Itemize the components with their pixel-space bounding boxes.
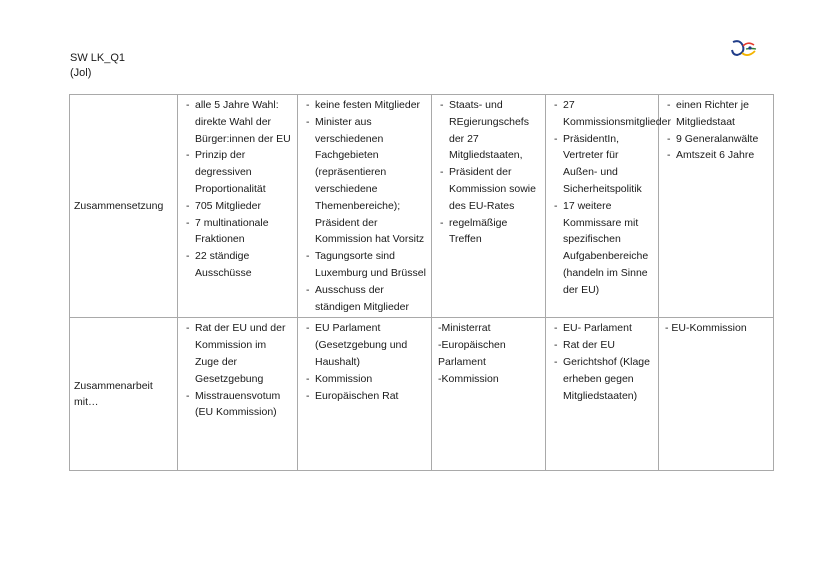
list-item: - regelmäßige Treffen (438, 215, 541, 249)
eu-institutions-table (69, 94, 774, 471)
list-item: - einen Richter je Mitgliedstaat (665, 97, 769, 131)
list-item: - 27 Kommissionsmitglieder (552, 97, 654, 131)
list-item: - EU-Kommission (665, 322, 747, 335)
list-item: - Gerichtshof (Klage erheben gegen Mitgliedstaaten) (552, 354, 654, 404)
document-header (70, 51, 125, 81)
list-item: - Tagungsorte sind Luxemburg und Brüssel (304, 248, 427, 282)
school-logo-icon (730, 38, 758, 60)
list-item: - Rat der EU (552, 337, 654, 354)
list-item: - PräsidentIn, Vertreter für Außen- und Sicherheitspolitik (552, 131, 654, 198)
list-item: - Staats- und REgierungschefs der 27 Mitgliedstaaten, (438, 97, 541, 164)
cell-parlament-zusammenarbeit (178, 318, 298, 471)
list-item: - EU Parlament (Gesetzgebung und Haushalt) (304, 320, 427, 370)
row-label: Zusammenarbeit mit… (70, 318, 178, 471)
table-row (70, 95, 774, 318)
list-item: - 9 Generalanwälte (665, 131, 769, 148)
cell-rat-zusammensetzung (298, 95, 432, 318)
list-item: - Amtszeit 6 Jahre (665, 147, 769, 164)
list-item: - 17 weitere Kommissare mit spezifischen Aufgabenbereiche (handeln im Sinne der EU) (552, 198, 654, 299)
author-initials: (Jol) (70, 67, 92, 79)
list-item: - Prinzip der degressiven Proportionalität (184, 147, 293, 197)
list-item: - Rat der EU und der Kommission im Zuge der Gesetzgebung (184, 320, 293, 387)
list-item: - Ausschuss der ständigen Mitglieder (304, 282, 427, 316)
cell-kommission-zusammensetzung (546, 95, 671, 318)
cell-gerichtshof-zusammenarbeit (659, 318, 774, 471)
row-label: Zusammensetzung (70, 95, 178, 318)
cell-parlament-zusammensetzung (178, 95, 298, 318)
list-item: -Kommission (438, 372, 499, 385)
cell-europaeischer-rat-zusammenarbeit (432, 318, 546, 471)
cell-gerichtshof-zusammensetzung (659, 95, 774, 318)
list-item: - alle 5 Jahre Wahl: direkte Wahl der Bürger:innen der EU (184, 97, 293, 147)
list-item: - 705 Mitglieder (184, 198, 293, 215)
list-item: - 22 ständige Ausschüsse (184, 248, 293, 282)
list-item: - Kommission (304, 371, 427, 388)
list-item: -Ministerrat (438, 322, 491, 335)
list-item: - Minister aus verschiedenen Fachgebieten (repräsentieren verschiedene Themenbereiche); Präsident der Kommission hat Vorsitz (304, 114, 427, 248)
cell-europaeischer-rat-zusammensetzung (432, 95, 546, 318)
list-item: - 7 multinationale Fraktionen (184, 215, 293, 249)
cell-kommission-zusammenarbeit (546, 318, 659, 471)
course-title: SW LK_Q1 (70, 52, 126, 64)
cell-rat-zusammenarbeit (298, 318, 432, 471)
list-item: - Europäischen Rat (304, 388, 427, 405)
list-item: -Europäischen Parlament (438, 339, 506, 368)
list-item: - Präsident der Kommission sowie des EU-Rates (438, 164, 541, 214)
list-item: - Misstrauensvotum (EU Kommission) (184, 388, 293, 422)
list-item: - keine festen Mitglieder (304, 97, 427, 114)
list-item: - EU- Parlament (552, 320, 654, 337)
table-row (70, 318, 774, 471)
